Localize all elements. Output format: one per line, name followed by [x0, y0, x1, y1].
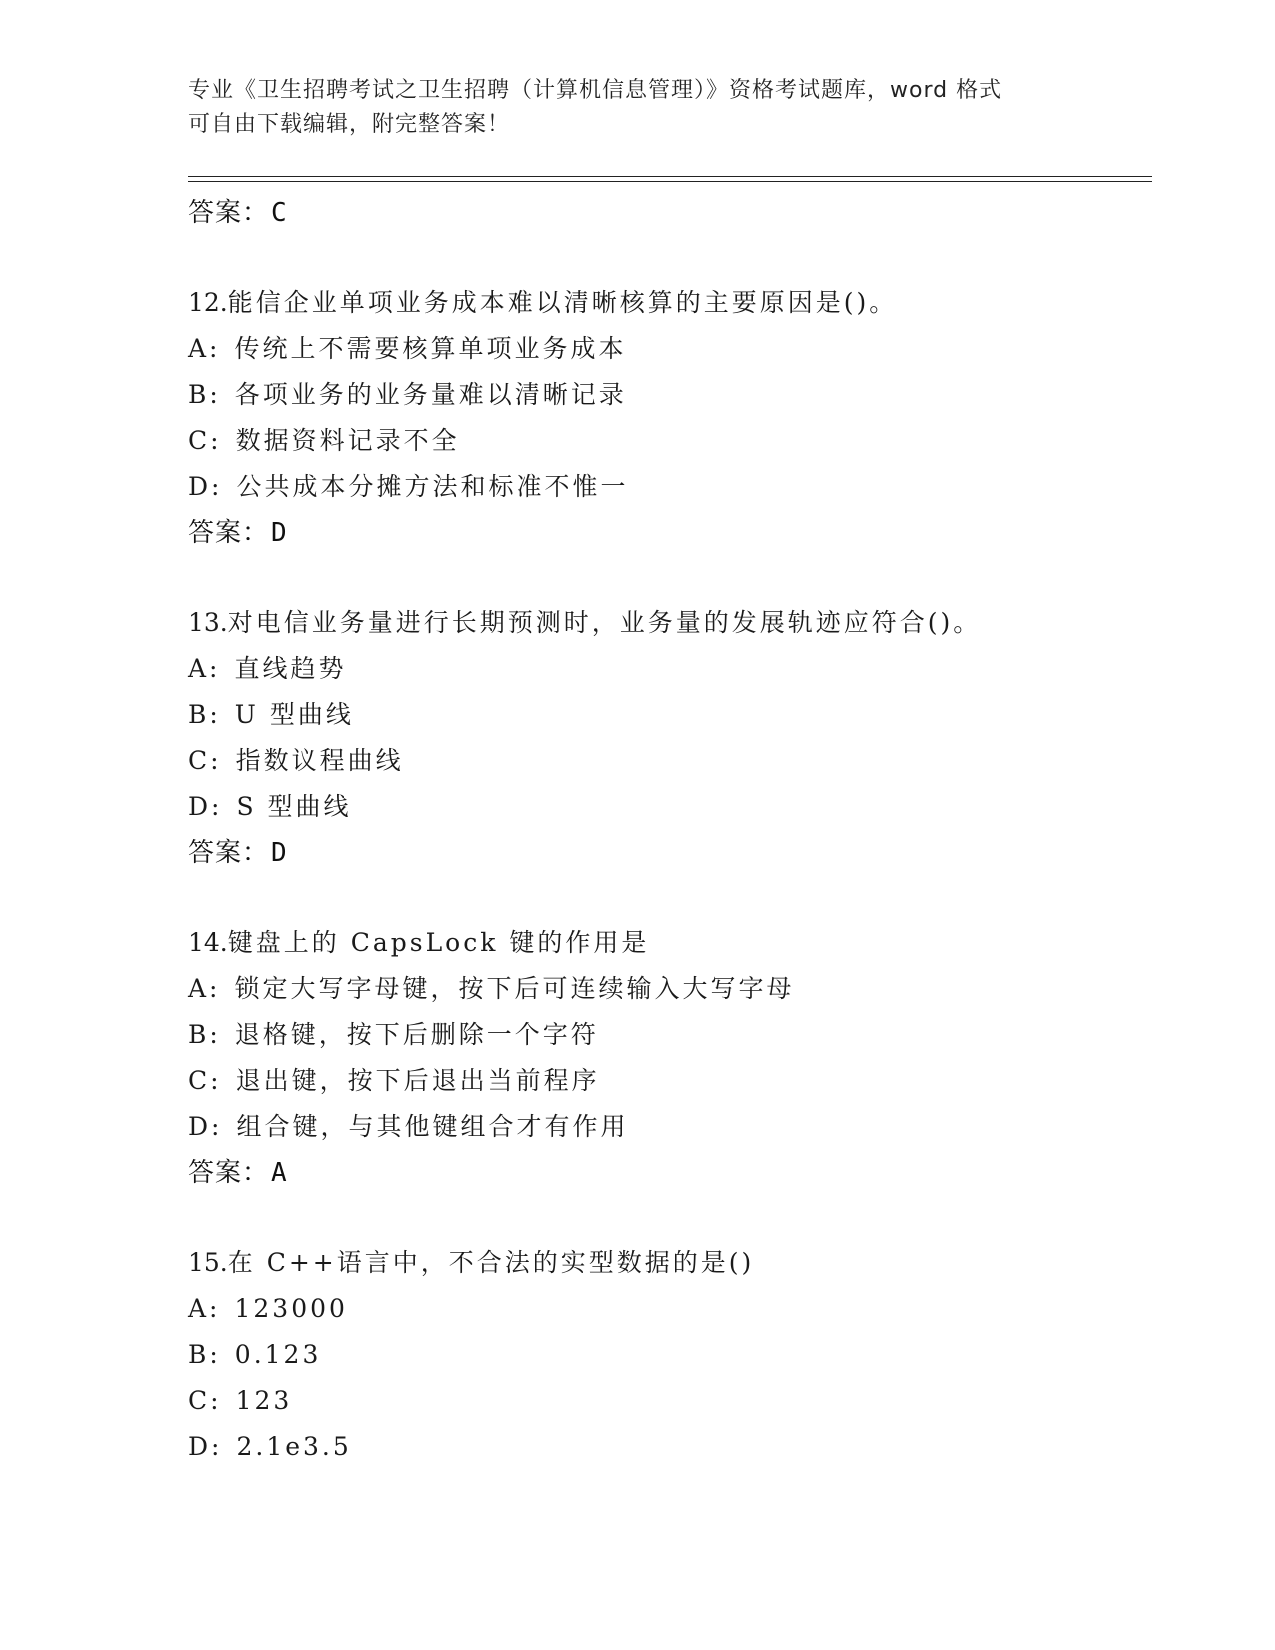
option-label: B: — [188, 1340, 221, 1369]
option-label: C: — [188, 1066, 222, 1095]
header-line-1: 专业《卫生招聘考试之卫生招聘（计算机信息管理）》资格考试题库，word 格式 — [188, 78, 1003, 103]
option-label: A: — [188, 334, 221, 363]
header-rule-bottom — [188, 181, 1152, 182]
option-d — [188, 784, 1152, 830]
option-text: 组合键，与其他键组合才有作用 — [236, 1112, 629, 1141]
option-text: 传统上不需要核算单项业务成本 — [234, 334, 627, 363]
option-label: A: — [188, 1294, 221, 1323]
option-text: 数据资料记录不全 — [235, 426, 460, 455]
answer-label: 答案： — [188, 518, 270, 548]
question-stem — [188, 1240, 1152, 1286]
option-label: A: — [188, 974, 221, 1003]
option-text: 退出键，按下后退出当前程序 — [235, 1066, 600, 1095]
question-number: 14. — [188, 928, 228, 957]
option-text: 123000 — [234, 1294, 348, 1323]
option-text: 锁定大写字母键，按下后可连续输入大写字母 — [234, 974, 795, 1003]
header-line-2: 可自由下载编辑，附完整答案！ — [188, 112, 511, 137]
question-number: 13. — [188, 608, 228, 637]
option-text: 123 — [235, 1386, 293, 1415]
question-text: 在 C++语言中，不合法的实型数据的是() — [227, 1248, 755, 1277]
option-text: 直线趋势 — [234, 654, 347, 683]
question-stem — [188, 280, 1152, 326]
option-label: D: — [188, 1432, 223, 1461]
option-label: A: — [188, 654, 221, 683]
option-b — [188, 372, 1152, 418]
option-d — [188, 1104, 1152, 1150]
question-text: 对电信业务量进行长期预测时，业务量的发展轨迹应符合()。 — [227, 608, 982, 637]
document-header — [188, 74, 1088, 142]
option-a — [188, 1286, 1152, 1332]
option-label: C: — [188, 426, 222, 455]
question-stem — [188, 600, 1152, 646]
option-text: 公共成本分摊方法和标准不惟一 — [236, 472, 629, 501]
answer-value: D — [271, 838, 288, 868]
option-text: U 型曲线 — [234, 700, 354, 729]
option-text: S 型曲线 — [236, 792, 352, 821]
question-text: 键盘上的 CapsLock 键的作用是 — [227, 928, 650, 957]
option-b — [188, 1012, 1152, 1058]
answer-value: C — [271, 198, 288, 228]
option-text: 指数议程曲线 — [235, 746, 404, 775]
option-label: D: — [188, 792, 223, 821]
option-label: B: — [188, 700, 221, 729]
option-label: C: — [188, 1386, 222, 1415]
answer-line — [188, 830, 1152, 876]
answer-value: A — [271, 1158, 288, 1188]
option-label: D: — [188, 472, 223, 501]
option-label: C: — [188, 746, 222, 775]
question-list — [188, 190, 1152, 1470]
option-label: B: — [188, 1020, 221, 1049]
option-c — [188, 738, 1152, 784]
option-a — [188, 326, 1152, 372]
answer-label: 答案： — [188, 1158, 270, 1188]
option-text: 0.123 — [234, 1340, 322, 1369]
option-text: 退格键，按下后删除一个字符 — [234, 1020, 599, 1049]
header-rule-top — [188, 176, 1152, 177]
answer-line — [188, 510, 1152, 556]
option-d — [188, 464, 1152, 510]
answer-line — [188, 1150, 1152, 1196]
question-number: 15. — [188, 1248, 228, 1277]
option-b — [188, 1332, 1152, 1378]
answer-label: 答案： — [188, 838, 270, 868]
option-c — [188, 1378, 1152, 1424]
option-text: 2.1e3.5 — [236, 1432, 352, 1461]
answer-line — [188, 190, 1152, 236]
option-c — [188, 418, 1152, 464]
option-a — [188, 966, 1152, 1012]
answer-value: D — [271, 518, 288, 548]
option-label: D: — [188, 1112, 223, 1141]
option-text: 各项业务的业务量难以清晰记录 — [234, 380, 627, 409]
option-c — [188, 1058, 1152, 1104]
question-text: 能信企业单项业务成本难以清晰核算的主要原因是()。 — [227, 288, 898, 317]
answer-label: 答案： — [188, 198, 270, 228]
question-number: 12. — [188, 288, 228, 317]
option-d — [188, 1424, 1152, 1470]
question-stem — [188, 920, 1152, 966]
option-a — [188, 646, 1152, 692]
option-label: B: — [188, 380, 221, 409]
option-b — [188, 692, 1152, 738]
